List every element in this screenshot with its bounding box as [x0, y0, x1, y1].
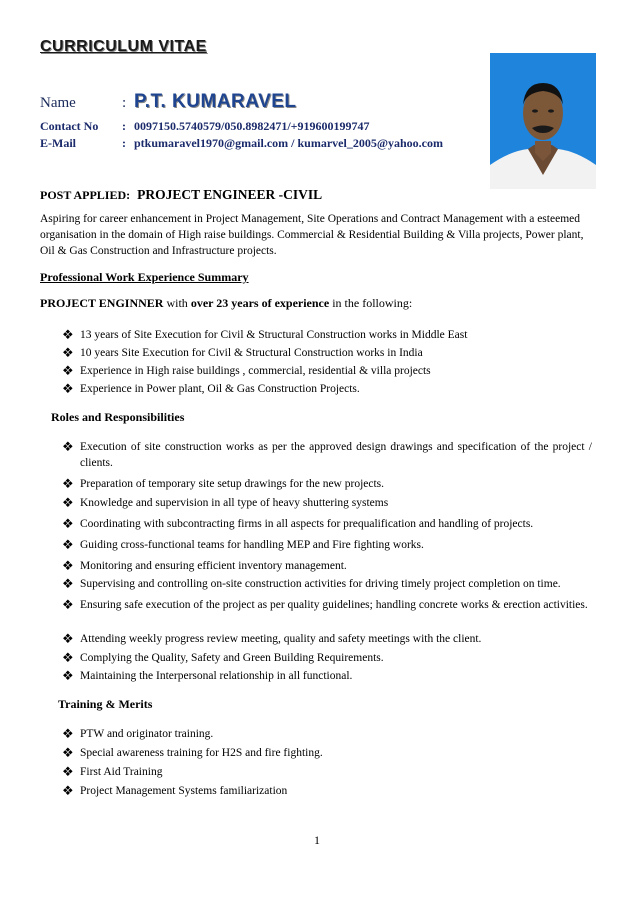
- contact-label: Contact No: [40, 119, 99, 133]
- post-value: PROJECT ENGINEER -CIVIL: [137, 187, 323, 202]
- page-title: CURRICULUM VITAE: [40, 38, 207, 55]
- profile-photo: [490, 53, 596, 189]
- contact-number: 0097150.5740579/050.8982471/+919600199747: [134, 119, 370, 133]
- experience-intro: [40, 296, 412, 311]
- list-item: ❖ First Aid Training: [62, 764, 163, 779]
- diamond-bullet-icon: ❖: [62, 783, 74, 798]
- diamond-bullet-icon: ❖: [62, 495, 74, 510]
- list-item: ❖ Attending weekly progress review meeting, quality and safety meetings with the client.: [62, 631, 482, 646]
- diamond-bullet-icon: ❖: [62, 516, 74, 531]
- list-item: ❖ Experience in High raise buildings , commercial, residential & villa projects: [62, 363, 431, 378]
- list-item: ❖ Guiding cross-functional teams for handling MEP and Fire fighting works.: [62, 537, 424, 552]
- diamond-bullet-icon: ❖: [62, 537, 74, 552]
- intro-role: PROJECT ENGINNER: [40, 296, 164, 310]
- diamond-bullet-icon: ❖: [62, 345, 74, 360]
- list-item: ❖ Complying the Quality, Safety and Green Building Requirements.: [62, 650, 384, 665]
- person-portrait-icon: [490, 53, 596, 189]
- experience-heading: Professional Work Experience Summary: [40, 270, 249, 284]
- intro-rest: in the following:: [329, 296, 413, 310]
- diamond-bullet-icon: ❖: [62, 558, 74, 573]
- email-colon: :: [122, 136, 126, 150]
- candidate-name: P.T. KUMARAVEL: [134, 91, 297, 112]
- list-item: ❖ Knowledge and supervision in all type of heavy shuttering systems: [62, 495, 389, 510]
- diamond-bullet-icon: ❖: [62, 439, 74, 454]
- diamond-bullet-icon: ❖: [62, 745, 74, 760]
- list-item: ❖ Execution of site construction works as per the approved design drawings and specification of the project / clients.: [62, 439, 592, 469]
- name-label: Name: [40, 95, 76, 111]
- list-item: ❖ Maintaining the Interpersonal relationship in all functional.: [62, 668, 353, 683]
- diamond-bullet-icon: ❖: [62, 476, 74, 491]
- list-item: ❖ Experience in Power plant, Oil & Gas Construction Projects.: [62, 381, 360, 396]
- name-colon: :: [122, 95, 127, 111]
- list-item: ❖ 10 years Site Execution for Civil & Structural Construction works in India: [62, 345, 423, 360]
- roles-heading: Roles and Responsibilities: [51, 410, 185, 424]
- diamond-bullet-icon: ❖: [62, 650, 74, 665]
- list-item: ❖ Supervising and controlling on-site construction activities for driving timely project completion on time.: [62, 576, 561, 591]
- email-label: E-Mail: [40, 136, 76, 150]
- diamond-bullet-icon: ❖: [62, 668, 74, 683]
- list-item: ❖ PTW and originator training.: [62, 726, 214, 741]
- list-item: ❖ 13 years of Site Execution for Civil & Structural Construction works in Middle East: [62, 327, 468, 342]
- page-number: 1: [314, 833, 320, 847]
- list-item: ❖ Monitoring and ensuring efficient inventory management.: [62, 558, 347, 573]
- diamond-bullet-icon: ❖: [62, 327, 74, 342]
- post-applied: [40, 187, 322, 203]
- training-heading: Training & Merits: [58, 697, 153, 711]
- list-item: ❖ Preparation of temporary site setup drawings for the new projects.: [62, 476, 385, 491]
- list-item: ❖ Project Management Systems familiarization: [62, 783, 288, 798]
- intro-with: with: [163, 296, 191, 310]
- list-item: ❖ Coordinating with subcontracting firms in all aspects for prequalification and handling of projects.: [62, 516, 534, 531]
- diamond-bullet-icon: ❖: [62, 576, 74, 591]
- diamond-bullet-icon: ❖: [62, 597, 74, 612]
- diamond-bullet-icon: ❖: [62, 381, 74, 396]
- diamond-bullet-icon: ❖: [62, 764, 74, 779]
- contact-colon: :: [122, 119, 126, 133]
- list-item: ❖ Special awareness training for H2S and fire fighting.: [62, 745, 323, 760]
- email-address: ptkumaravel1970@gmail.com / kumarvel_2005@yahoo.com: [134, 136, 443, 150]
- list-item: ❖ Ensuring safe execution of the project as per quality guidelines; handling concrete works & erection activities.: [62, 597, 588, 612]
- intro-years: over 23 years of experience: [190, 296, 330, 310]
- career-summary: Aspiring for career enhancement in Project Management, Site Operations and Contract Management with a esteemed organisation in the domain of High raise buildings. Commercial & Residential Building & Villa projects, Power plant, Oil & Gas Construction and Infrastructure projects.: [40, 213, 584, 257]
- diamond-bullet-icon: ❖: [62, 726, 74, 741]
- post-label: POST APPLIED:: [40, 188, 131, 202]
- diamond-bullet-icon: ❖: [62, 631, 74, 646]
- diamond-bullet-icon: ❖: [62, 363, 74, 378]
